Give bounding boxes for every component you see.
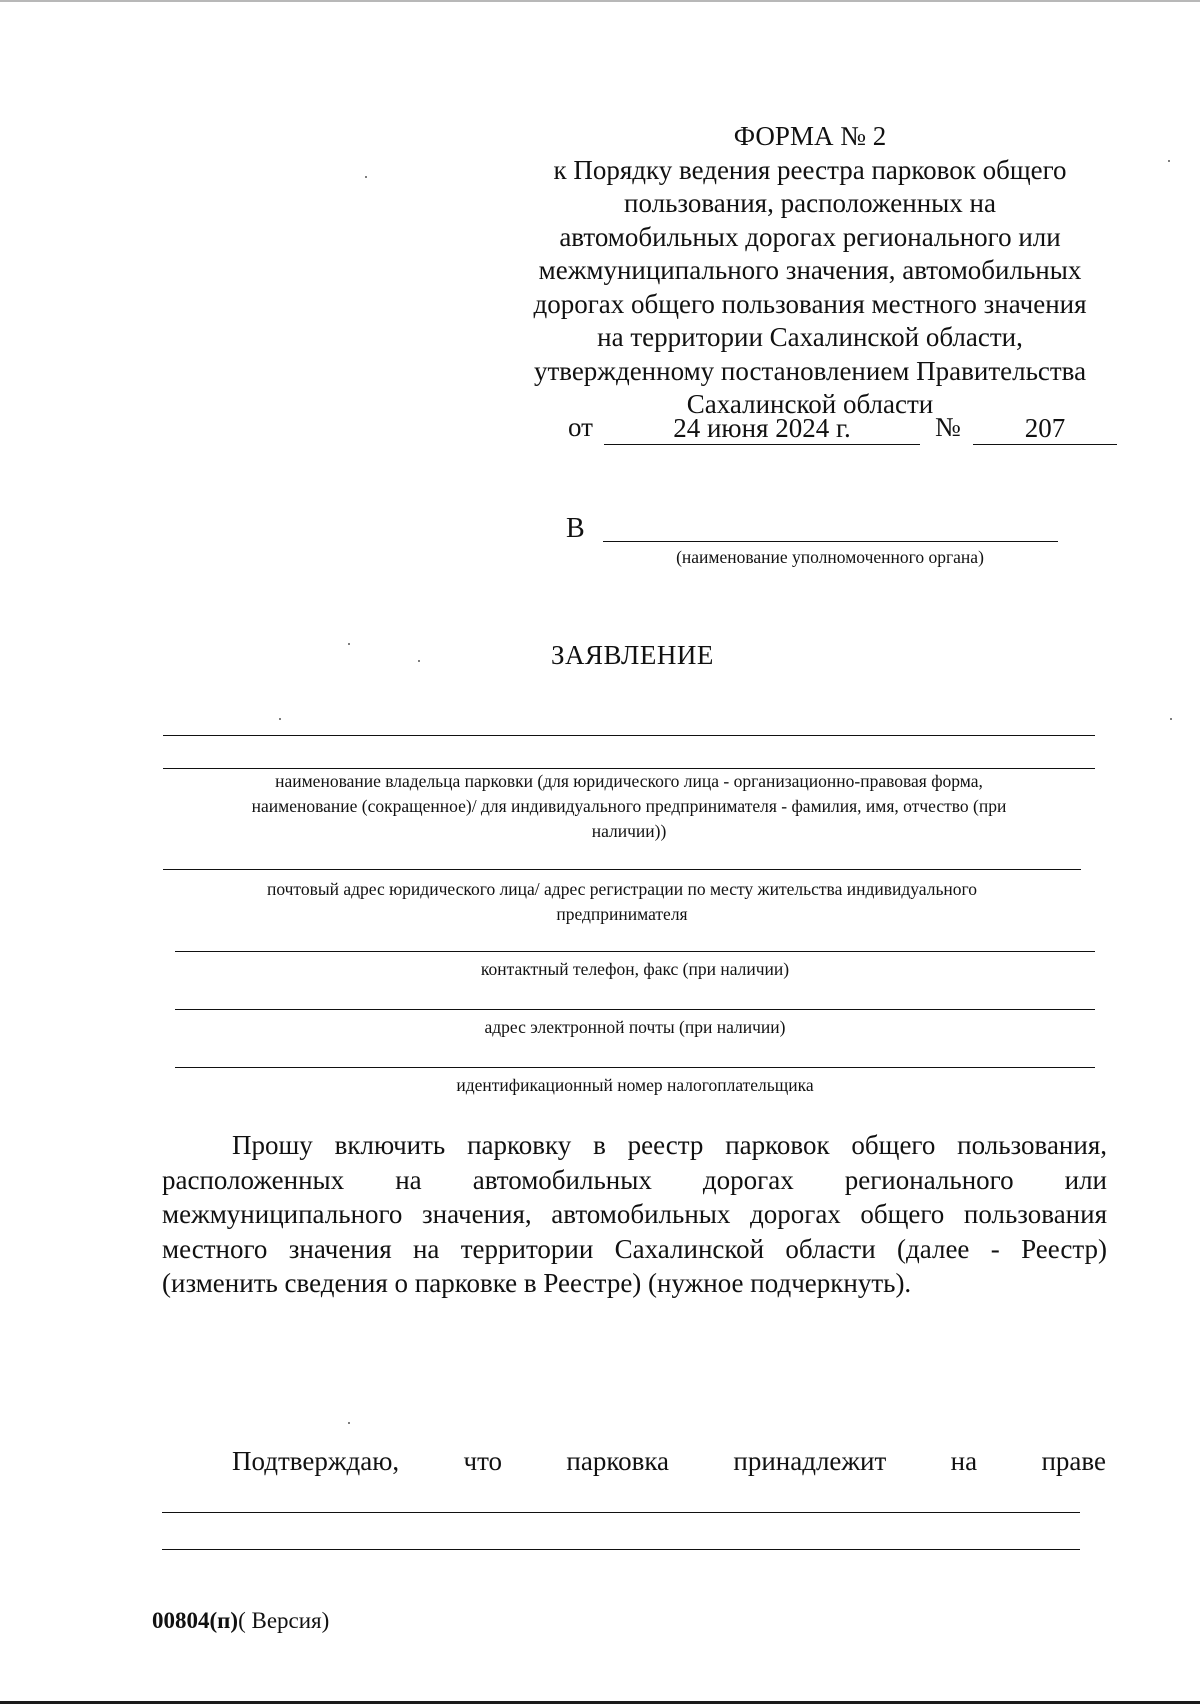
address-line[interactable]: [163, 869, 1081, 870]
form-code: 00804(п): [152, 1608, 239, 1633]
header-line: на территории Сахалинской области,: [597, 322, 1023, 352]
confirmation-word: парковка: [566, 1446, 670, 1476]
ownership-right-line-1[interactable]: [162, 1512, 1080, 1513]
address-caption-line-1: почтовый адрес юридического лица/ адрес регистрации по месту жительства индивидуального: [266, 879, 978, 899]
inn-line[interactable]: [175, 1067, 1095, 1068]
owner-caption-line-2: наименование (сокращенное)/ для индивидуального предпринимателя - фамилия, имя, отчество (при: [251, 796, 1007, 816]
confirmation-word: принадлежит: [733, 1446, 887, 1476]
phone-line[interactable]: [175, 951, 1095, 952]
request-word: на: [395, 1164, 422, 1195]
request-word: автомобильных: [472, 1164, 652, 1195]
request-paragraph: [162, 1128, 1107, 1301]
confirmation-word: праве: [1041, 1446, 1106, 1476]
owner-caption-line-1: наименование владельца парковки (для юридического лица - организационно-правовая форма,: [275, 771, 983, 791]
request-line-3-text: межмуниципального значения, автомобильных дорогах общего пользования: [162, 1199, 1107, 1229]
email-caption: адрес электронной почты (при наличии): [484, 1017, 786, 1037]
request-word: расположенных: [162, 1164, 345, 1195]
order-date: 24 июня 2024 г.: [604, 412, 920, 445]
scan-edge-bottom: [0, 1701, 1200, 1704]
inn-caption: идентификационный номер налогоплательщика: [456, 1075, 814, 1095]
request-word: дорогах: [702, 1164, 794, 1195]
addressee-prefix: В: [566, 513, 585, 544]
header-line: дорогах общего пользования местного значения: [533, 288, 1087, 319]
addressee-caption: (наименование уполномоченного органа): [676, 547, 984, 567]
header-line: утвержденному постановлением Правительства: [533, 355, 1087, 386]
scan-speck: [348, 643, 350, 645]
header-line: к Порядку ведения реестра парковок общего: [553, 154, 1067, 185]
order-from-label: от: [568, 412, 593, 442]
confirmation-line: [232, 1446, 1106, 1477]
scan-speck: [365, 176, 367, 178]
owner-name-line-1[interactable]: [163, 735, 1095, 736]
form-number: ФОРМА № 2: [733, 121, 887, 151]
scan-speck: [418, 660, 420, 662]
header-line: межмуниципального значения, автомобильных: [538, 255, 1082, 285]
request-line-3: [162, 1197, 1107, 1232]
scan-speck: [348, 1422, 350, 1424]
form-version: ( Версия): [238, 1608, 330, 1633]
request-line-4-text: местного значения на территории Сахалинской области (далее - Реестр): [162, 1233, 1107, 1264]
owner-name-line-2[interactable]: [163, 768, 1095, 769]
footer-version-code: [152, 1608, 329, 1634]
confirmation-word: Подтверждаю,: [232, 1446, 400, 1476]
scan-speck: [1170, 718, 1172, 720]
form-header: [515, 120, 1105, 422]
owner-caption-line-3: наличии)): [591, 821, 667, 841]
request-line-5: [162, 1266, 1107, 1301]
scan-speck: [279, 718, 281, 720]
order-number: 207: [973, 412, 1117, 445]
request-line-1: [162, 1128, 1107, 1163]
scan-speck: [1168, 160, 1170, 162]
scan-edge-top: [0, 0, 1200, 2]
order-number-label: №: [935, 412, 961, 442]
request-word: или: [1064, 1164, 1107, 1195]
ownership-right-line-2[interactable]: [162, 1549, 1080, 1550]
request-line-1-text: Прошу включить парковку в реестр парковок общего пользования,: [232, 1130, 1107, 1160]
email-line[interactable]: [175, 1009, 1095, 1010]
header-line: автомобильных дорогах регионального или: [559, 221, 1061, 252]
address-caption-line-2: предпринимателя: [556, 904, 688, 924]
document-title: ЗАЯВЛЕНИЕ: [551, 640, 714, 670]
header-line: пользования, расположенных на: [624, 188, 996, 218]
confirmation-word: что: [463, 1446, 503, 1476]
confirmation-word: на: [950, 1446, 978, 1476]
request-line-2: [162, 1163, 1107, 1198]
request-line-4: [162, 1232, 1107, 1267]
addressee-fill-line[interactable]: [603, 541, 1058, 542]
request-line-5-text: (изменить сведения о парковке в Реестре) (нужное подчеркнуть).: [162, 1268, 912, 1298]
header-line: Сахалинской области: [686, 389, 934, 419]
phone-caption: контактный телефон, факс (при наличии): [480, 959, 790, 979]
request-word: регионального: [844, 1164, 1014, 1195]
